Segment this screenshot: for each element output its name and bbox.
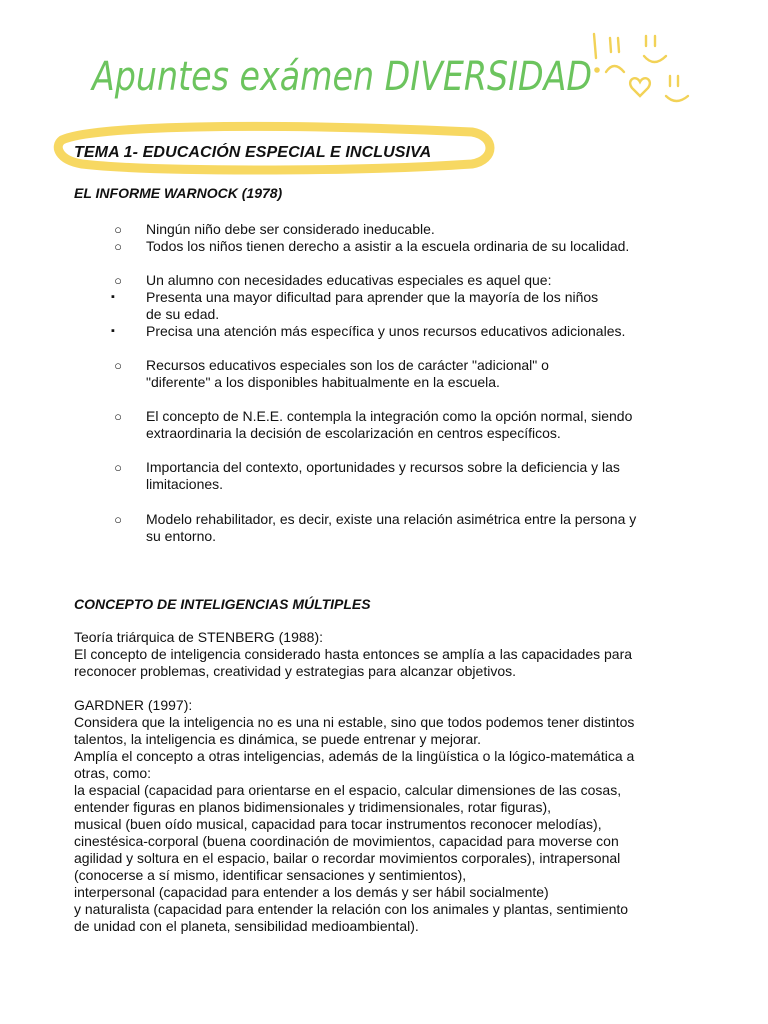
smile-doodle-2	[666, 96, 688, 101]
list-item-text: Importancia del contexto, oportunidades y recursos sobre la deficiencia y las	[146, 459, 620, 475]
handwritten-title	[90, 28, 610, 108]
circle-bullet-icon: ○	[114, 239, 122, 254]
paragraph-line: Teoría triárquica de STENBERG (1988):	[74, 629, 323, 645]
handwritten-title-art	[90, 28, 610, 108]
circle-bullet-icon: ○	[114, 222, 122, 237]
circle-bullet-icon: ○	[114, 358, 122, 373]
list-item-text: su entorno.	[146, 528, 217, 544]
list-item-text: Ningún niño debe ser considerado ineducable.	[146, 221, 435, 237]
paragraph-line: Considera que la inteligencia no es una ni estable, sino que todos podemos tener distintos	[74, 714, 635, 730]
list-item-text: extraordinaria la decisión de escolarización en centros específicos.	[146, 425, 561, 441]
list-item-text: Presenta una mayor dificultad para aprender que la mayoría de los niños	[146, 289, 599, 305]
square-bullet-icon: ▪	[111, 325, 115, 337]
list-item-text: Precisa una atención más específica y unos recursos educativos adicionales.	[146, 323, 626, 339]
paragraph-line: musical (buen oído musical, capacidad para tocar instrumentos reconocer melodías),	[74, 816, 602, 832]
list-item-text: Recursos educativos especiales son los de carácter "adicional" o	[146, 357, 549, 373]
paragraph-line: talentos, la inteligencia es dinámica, se puede entrenar y mejorar.	[74, 731, 482, 747]
paragraph-line: cinestésica-corporal (buena coordinación de movimientos, capacidad para moverse con	[74, 833, 619, 849]
paragraph-line: entender figuras en planos bidimensionales y tridimensionales, rotar figuras),	[74, 799, 552, 815]
paragraph-line: interpersonal (capacidad para entender a los demás y ser hábil socialmente)	[74, 884, 549, 900]
list-item-text: El concepto de N.E.E. contempla la integración como la opción normal, siendo	[146, 408, 633, 424]
paragraph-line: Amplía el concepto a otras inteligencias, además de la lingüística o la lógico-matemática a	[74, 748, 635, 764]
circle-bullet-icon: ○	[114, 512, 122, 527]
paragraph-line: GARDNER (1997):	[74, 697, 193, 713]
list-item-text: Todos los niños tienen derecho a asistir a la escuela ordinaria de su localidad.	[146, 238, 630, 254]
tema1-title: TEMA 1- EDUCACIÓN ESPECIAL E INCLUSIVA	[74, 144, 432, 161]
list-item-text: "diferente" a los disponibles habitualmente en la escuela.	[146, 374, 500, 390]
circle-bullet-icon: ○	[114, 273, 122, 288]
paragraph-line: y naturalista (capacidad para entender la relación con los animales y plantas, sentimiento	[74, 901, 629, 917]
handwritten-title-text: Apuntes exámen DIVERSIDAD	[89, 54, 592, 100]
list-item-text: Un alumno con necesidades educativas especiales es aquel que:	[146, 272, 552, 288]
inteligencias-heading: CONCEPTO DE INTELIGENCIAS MÚLTIPLES	[74, 596, 371, 612]
paragraph-line: (conocerse a sí mismo, identificar sensaciones y sentimientos),	[74, 867, 467, 883]
paragraph-line: de unidad con el planeta, sensibilidad medioambiental).	[74, 918, 419, 934]
list-item-text: limitaciones.	[146, 476, 224, 492]
square-bullet-icon: ▪	[111, 291, 115, 303]
circle-bullet-icon: ○	[114, 409, 122, 424]
list-item-text: Modelo rehabilitador, es decir, existe una relación asimétrica entre la persona y	[146, 511, 637, 527]
paragraph-line: la espacial (capacidad para orientarse en el espacio, calcular dimensiones de las cosas,	[74, 782, 622, 798]
paragraph-line: agilidad y soltura en el espacio, bailar o recordar movimientos corporales), intrapersonal	[74, 850, 621, 866]
exclamation-doodle	[594, 34, 596, 58]
doodles-decoration	[588, 28, 698, 108]
circle-bullet-icon: ○	[114, 460, 122, 475]
smile-doodle	[644, 56, 666, 62]
paragraph-line: reconocer problemas, creatividad y estrategias para alcanzar objetivos.	[74, 663, 517, 679]
warnock-heading: EL INFORME WARNOCK (1978)	[74, 185, 283, 201]
paragraph-line: otras, como:	[74, 765, 152, 781]
paragraph-line: El concepto de inteligencia considerado hasta entonces se amplía a las capacidades para	[74, 646, 633, 662]
frown-doodle	[606, 66, 624, 72]
heart-doodle	[630, 78, 650, 96]
list-item-text: de su edad.	[146, 306, 220, 322]
